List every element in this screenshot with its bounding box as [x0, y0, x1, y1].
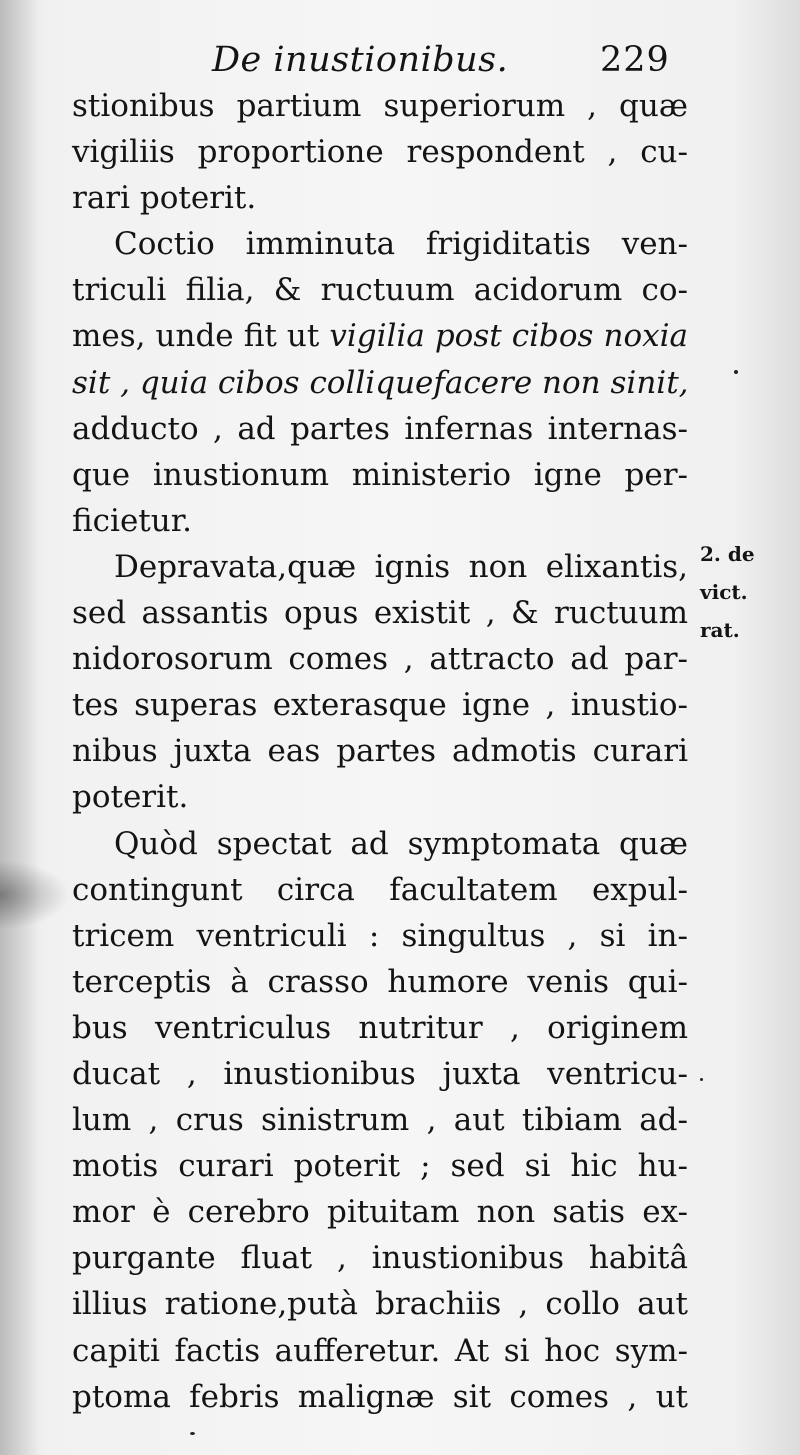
text-line: triculi filia, & ructuum acidorum co-	[72, 272, 688, 309]
margin-note-line: 2. de	[700, 542, 755, 566]
text-line: capiti factis aufferetur. At si hoc sym-	[72, 1332, 688, 1369]
text-line: que inustionum ministerio igne per-	[72, 456, 688, 493]
margin-note-line: rat.	[700, 618, 740, 642]
ink-speck	[700, 1078, 703, 1081]
page-number: 229	[600, 40, 670, 80]
paragraph-start-line: Coctio imminuta frigiditatis ven-	[114, 226, 688, 263]
text-line: ptoma febris malignæ sit comes , ut	[72, 1378, 688, 1415]
page-stain	[0, 860, 70, 930]
text-line: purgante fluat , inustionibus habitâ	[72, 1240, 688, 1277]
text-line: adducto , ad partes infernas internas-	[72, 410, 688, 447]
text-line: vigiliis proportione respondent , cu-	[72, 134, 688, 171]
text-line: nibus juxta eas partes admotis curari	[72, 733, 688, 770]
ink-speck	[190, 1432, 195, 1435]
text-line-italic: mes, unde fit ut vigilia post cibos noxia	[72, 318, 688, 355]
paragraph-start-line: Depravata,quæ ignis non elixantis,	[114, 548, 688, 585]
text-line: mor è cerebro pituitam non satis ex-	[72, 1194, 688, 1231]
text-line: motis curari poterit ; sed si hic hu-	[72, 1148, 688, 1185]
body-text	[72, 83, 688, 1420]
text-line: sed assantis opus existit , & ructuum	[72, 595, 688, 632]
text-line-italic: sit , quia cibos colliquefacere non sinit,	[72, 364, 689, 401]
ink-speck	[734, 370, 738, 374]
text-line: lum , crus sinistrum , aut tibiam ad-	[72, 1102, 688, 1139]
text-line: bus ventriculus nutritur , originem	[72, 1009, 688, 1046]
margin-note-line: vict.	[700, 580, 748, 604]
text-line: tricem ventriculi : singultus , si in-	[72, 917, 688, 954]
text-line: terceptis à crasso humore venis qui-	[72, 963, 688, 1000]
paragraph-start-line: Quòd spectat ad symptomata quæ	[114, 825, 688, 862]
gutter-shadow	[0, 0, 40, 1455]
text-line: ducat , inustionibus juxta ventricu-	[72, 1055, 688, 1092]
running-title: De inustionibus.	[212, 40, 509, 80]
text-line: illius ratione,putà brachiis , collo aut	[72, 1286, 688, 1323]
text-line: nidorosorum comes , attracto ad par-	[72, 641, 688, 678]
text-line: stionibus partium superiorum , quæ	[72, 88, 688, 124]
text-line: contingunt circa facultatem expul-	[72, 871, 688, 908]
text-line: tes superas exterasque igne , inustio-	[72, 687, 688, 724]
margin-note	[700, 535, 800, 649]
text-line: ficietur.	[72, 502, 192, 539]
text-line: poterit.	[72, 779, 189, 816]
text-line: rari poterit.	[72, 180, 257, 217]
